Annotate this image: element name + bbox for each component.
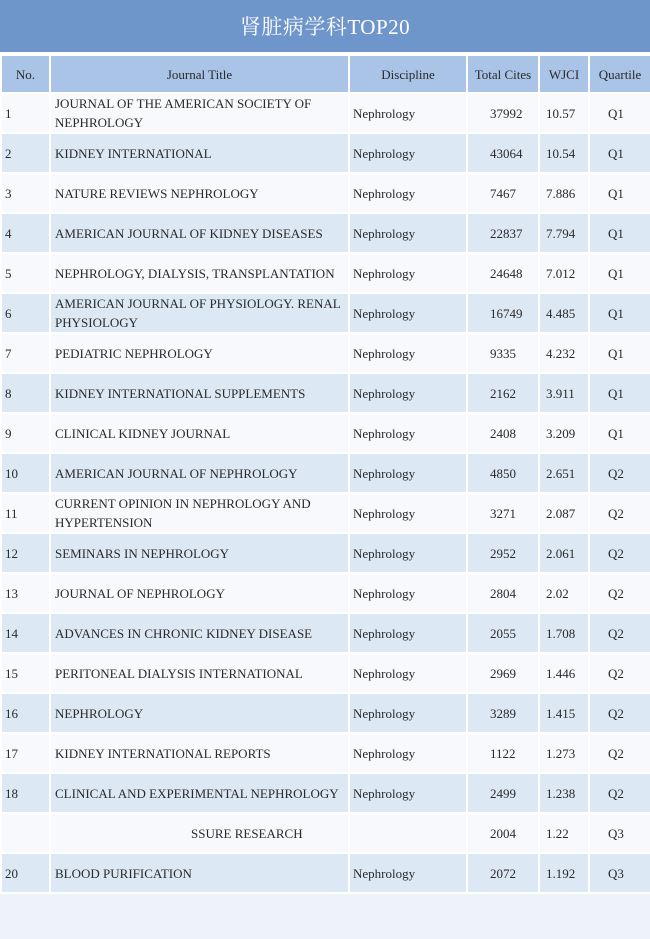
table-body [1, 93, 650, 893]
cell-total-cites: 37992 [467, 93, 539, 133]
table-row [1, 773, 650, 813]
cell-quartile: Q2 [589, 773, 650, 813]
cell-journal-title: AMERICAN JOURNAL OF PHYSIOLOGY. RENAL PHYSIOLOGY [50, 293, 349, 333]
cell-discipline: Nephrology [349, 853, 467, 893]
table-row [1, 653, 650, 693]
cell-journal-title: KIDNEY INTERNATIONAL REPORTS [50, 733, 349, 773]
cell-total-cites: 1122 [467, 733, 539, 773]
cell-discipline: Nephrology [349, 413, 467, 453]
cell-no: 6 [1, 293, 50, 333]
cell-wjci: 1.22 [539, 813, 589, 853]
cell-no: 13 [1, 573, 50, 613]
table-row [1, 573, 650, 613]
table-row [1, 493, 650, 533]
cell-quartile: Q3 [589, 813, 650, 853]
cell-no: 11 [1, 493, 50, 533]
cell-discipline: Nephrology [349, 253, 467, 293]
cell-wjci: 1.238 [539, 773, 589, 813]
cell-discipline: Nephrology [349, 133, 467, 173]
cell-wjci: 1.273 [539, 733, 589, 773]
cell-discipline: Nephrology [349, 173, 467, 213]
cell-wjci: 1.446 [539, 653, 589, 693]
table-row [1, 373, 650, 413]
cell-no: 9 [1, 413, 50, 453]
cell-total-cites: 7467 [467, 173, 539, 213]
cell-discipline: Nephrology [349, 453, 467, 493]
cell-discipline: Nephrology [349, 493, 467, 533]
cell-journal-title: NEPHROLOGY, DIALYSIS, TRANSPLANTATION [50, 253, 349, 293]
cell-wjci: 4.232 [539, 333, 589, 373]
table-row [1, 813, 650, 853]
cell-quartile: Q1 [589, 93, 650, 133]
cell-no: 17 [1, 733, 50, 773]
cell-journal-title: PEDIATRIC NEPHROLOGY [50, 333, 349, 373]
cell-wjci: 3.209 [539, 413, 589, 453]
cell-no: 2 [1, 133, 50, 173]
table-row [1, 293, 650, 333]
cell-discipline: Nephrology [349, 613, 467, 653]
cell-total-cites: 22837 [467, 213, 539, 253]
cell-journal-title: KIDNEY INTERNATIONAL [50, 133, 349, 173]
table-header-row [1, 55, 650, 93]
cell-wjci: 3.911 [539, 373, 589, 413]
cell-wjci: 2.02 [539, 573, 589, 613]
column-header-wjci: WJCI [539, 55, 589, 93]
cell-wjci: 2.061 [539, 533, 589, 573]
cell-journal-title: JOURNAL OF THE AMERICAN SOCIETY OF NEPHROLOGY [50, 93, 349, 133]
cell-quartile: Q1 [589, 213, 650, 253]
table-row [1, 173, 650, 213]
cell-journal-title: SSURE RESEARCH [50, 813, 349, 853]
cell-quartile: Q1 [589, 133, 650, 173]
cell-no: 15 [1, 653, 50, 693]
table-row [1, 533, 650, 573]
cell-wjci: 10.54 [539, 133, 589, 173]
cell-journal-title: NATURE REVIEWS NEPHROLOGY [50, 173, 349, 213]
cell-wjci: 7.886 [539, 173, 589, 213]
cell-journal-title: CLINICAL KIDNEY JOURNAL [50, 413, 349, 453]
cell-total-cites: 9335 [467, 333, 539, 373]
cell-discipline: Nephrology [349, 333, 467, 373]
cell-quartile: Q3 [589, 853, 650, 893]
cell-discipline: Nephrology [349, 693, 467, 733]
cell-journal-title: KIDNEY INTERNATIONAL SUPPLEMENTS [50, 373, 349, 413]
cell-quartile: Q2 [589, 493, 650, 533]
cell-wjci: 4.485 [539, 293, 589, 333]
cell-journal-title: AMERICAN JOURNAL OF KIDNEY DISEASES [50, 213, 349, 253]
table-row [1, 853, 650, 893]
cell-no: 8 [1, 373, 50, 413]
cell-wjci: 1.192 [539, 853, 589, 893]
cell-no [1, 813, 50, 853]
cell-journal-title: JOURNAL OF NEPHROLOGY [50, 573, 349, 613]
cell-total-cites: 2162 [467, 373, 539, 413]
cell-discipline: Nephrology [349, 733, 467, 773]
cell-no: 3 [1, 173, 50, 213]
column-header-no: No. [1, 55, 50, 93]
cell-quartile: Q2 [589, 733, 650, 773]
cell-quartile: Q2 [589, 533, 650, 573]
cell-journal-title: BLOOD PURIFICATION [50, 853, 349, 893]
cell-journal-title: AMERICAN JOURNAL OF NEPHROLOGY [50, 453, 349, 493]
cell-total-cites: 2499 [467, 773, 539, 813]
cell-journal-title: PERITONEAL DIALYSIS INTERNATIONAL [50, 653, 349, 693]
cell-wjci: 2.087 [539, 493, 589, 533]
cell-total-cites: 24648 [467, 253, 539, 293]
table-row [1, 613, 650, 653]
table-row [1, 93, 650, 133]
cell-total-cites: 2408 [467, 413, 539, 453]
cell-total-cites: 2055 [467, 613, 539, 653]
cell-quartile: Q2 [589, 653, 650, 693]
cell-quartile: Q1 [589, 173, 650, 213]
cell-total-cites: 3271 [467, 493, 539, 533]
cell-discipline: Nephrology [349, 573, 467, 613]
cell-discipline: Nephrology [349, 373, 467, 413]
cell-quartile: Q2 [589, 693, 650, 733]
cell-quartile: Q1 [589, 373, 650, 413]
cell-total-cites: 2004 [467, 813, 539, 853]
cell-wjci: 2.651 [539, 453, 589, 493]
cell-wjci: 1.708 [539, 613, 589, 653]
table-row [1, 413, 650, 453]
cell-journal-title: SEMINARS IN NEPHROLOGY [50, 533, 349, 573]
table-row [1, 733, 650, 773]
cell-total-cites: 2804 [467, 573, 539, 613]
cell-no: 5 [1, 253, 50, 293]
cell-discipline: Nephrology [349, 293, 467, 333]
cell-quartile: Q1 [589, 293, 650, 333]
cell-no: 7 [1, 333, 50, 373]
table-row [1, 693, 650, 733]
column-header-total-cites: Total Cites [467, 55, 539, 93]
column-header-discipline: Discipline [349, 55, 467, 93]
cell-journal-title: CLINICAL AND EXPERIMENTAL NEPHROLOGY [50, 773, 349, 813]
table-row [1, 133, 650, 173]
cell-discipline: Nephrology [349, 93, 467, 133]
column-header-journal-title: Journal Title [50, 55, 349, 93]
cell-journal-title: ADVANCES IN CHRONIC KIDNEY DISEASE [50, 613, 349, 653]
table-row [1, 453, 650, 493]
cell-wjci: 1.415 [539, 693, 589, 733]
cell-wjci: 10.57 [539, 93, 589, 133]
cell-quartile: Q2 [589, 613, 650, 653]
cell-discipline: Nephrology [349, 533, 467, 573]
journal-table [0, 54, 650, 894]
cell-total-cites: 4850 [467, 453, 539, 493]
cell-no: 4 [1, 213, 50, 253]
cell-journal-title: CURRENT OPINION IN NEPHROLOGY AND HYPERTENSION [50, 493, 349, 533]
cell-no: 18 [1, 773, 50, 813]
cell-total-cites: 2952 [467, 533, 539, 573]
table-row [1, 333, 650, 373]
cell-discipline: Nephrology [349, 213, 467, 253]
cell-no: 1 [1, 93, 50, 133]
cell-quartile: Q1 [589, 253, 650, 293]
cell-discipline: Nephrology [349, 773, 467, 813]
column-header-quartile: Quartile [589, 55, 650, 93]
cell-discipline [349, 813, 467, 853]
cell-wjci: 7.012 [539, 253, 589, 293]
cell-total-cites: 16749 [467, 293, 539, 333]
cell-wjci: 7.794 [539, 213, 589, 253]
cell-total-cites: 3289 [467, 693, 539, 733]
table-row [1, 253, 650, 293]
cell-total-cites: 43064 [467, 133, 539, 173]
cell-no: 10 [1, 453, 50, 493]
cell-total-cites: 2969 [467, 653, 539, 693]
cell-no: 12 [1, 533, 50, 573]
cell-quartile: Q2 [589, 573, 650, 613]
cell-no: 14 [1, 613, 50, 653]
cell-total-cites: 2072 [467, 853, 539, 893]
cell-discipline: Nephrology [349, 653, 467, 693]
cell-quartile: Q1 [589, 413, 650, 453]
table-row [1, 213, 650, 253]
cell-journal-title: NEPHROLOGY [50, 693, 349, 733]
cell-no: 20 [1, 853, 50, 893]
page-title: 肾脏病学科TOP20 [0, 0, 650, 54]
cell-no: 16 [1, 693, 50, 733]
cell-quartile: Q2 [589, 453, 650, 493]
cell-quartile: Q1 [589, 333, 650, 373]
